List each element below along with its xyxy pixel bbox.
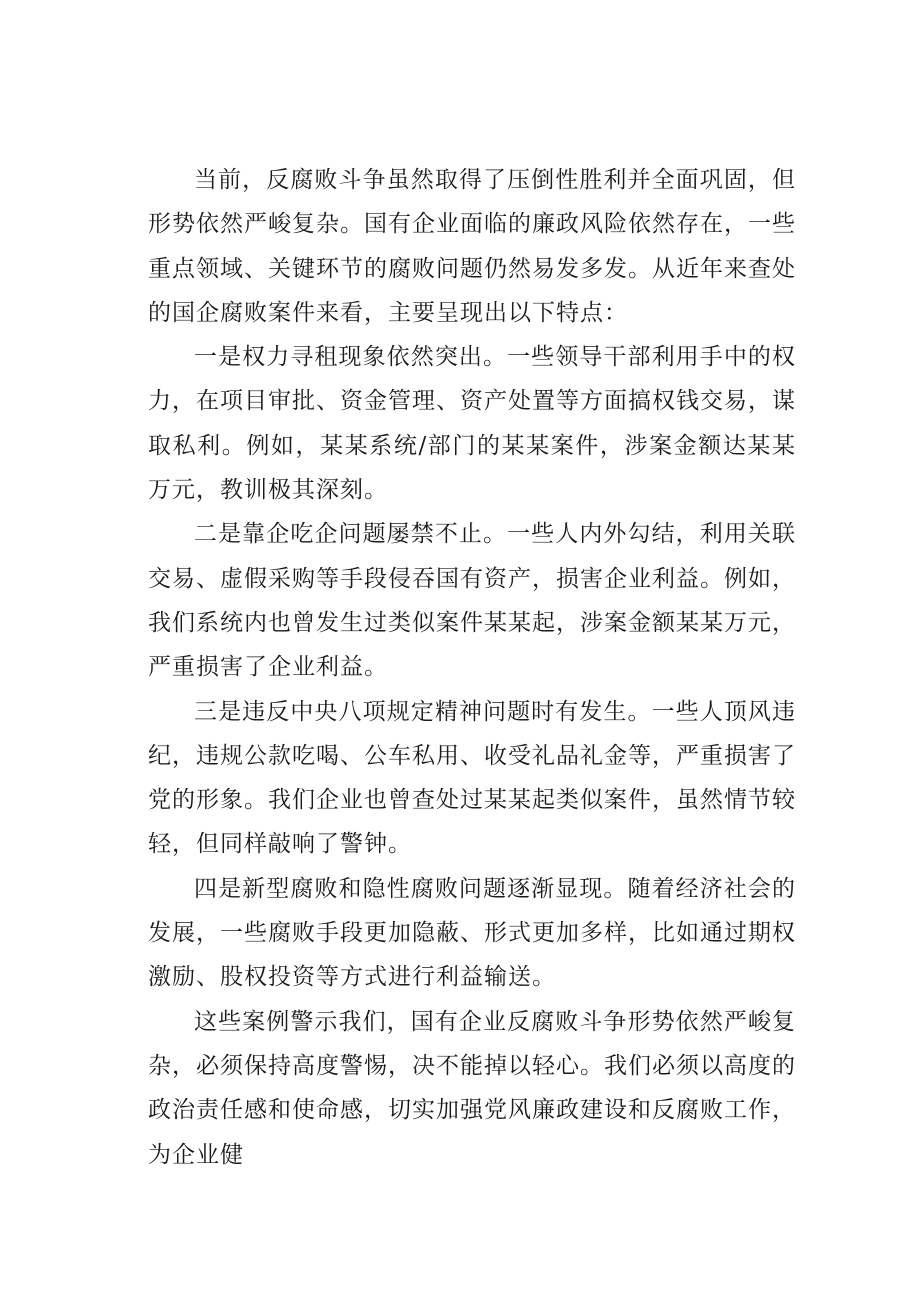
paragraph-power-rent-seeking: 一是权力寻租现象依然突出。一些领导干部利用手中的权力，在项目审批、资金管理、资产处置等方面搞权钱交易，谋取私利。例如，某某系统/部门的某某案件，涉案金额达某某万元，教训极其深刻。 bbox=[148, 344, 796, 504]
paragraph-eight-point-rules: 三是违反中央八项规定精神问题时有发生。一些人顶风违纪，违规公款吃喝、公车私用、收受礼品礼金等，严重损害了党的形象。我们企业也曾查处过某某起类似案件，虽然情节较轻，但同样敲响了警钟。 bbox=[148, 698, 796, 858]
document-body bbox=[148, 158, 796, 1177]
paragraph-new-corruption: 四是新型腐败和隐性腐败问题逐渐显现。随着经济社会的发展，一些腐败手段更加隐蔽、形式更加多样，比如通过期权激励、股权投资等方式进行利益输送。 bbox=[148, 875, 796, 991]
paragraph-current-situation: 当前，反腐败斗争虽然取得了压倒性胜利并全面巩固，但形势依然严峻复杂。国有企业面临的廉政风险依然存在，一些重点领域、关键环节的腐败问题仍然易发多发。从近年来查处的国企腐败案件来看，主要呈现出以下特点： bbox=[148, 167, 796, 326]
paragraph-living-off-enterprise: 二是靠企吃企问题屡禁不止。一些人内外勾结，利用关联交易、虚假采购等手段侵吞国有资产，损害企业利益。例如，我们系统内也曾发生过类似案件某某起，涉案金额某某万元，严重损害了企业利益。 bbox=[148, 521, 796, 681]
paragraph-warning: 这些案例警示我们，国有企业反腐败斗争形势依然严峻复杂，必须保持高度警惕，决不能掉以轻心。我们必须以高度的政治责任感和使命感，切实加强党风廉政建设和反腐败工作，为企业健 bbox=[148, 1008, 796, 1168]
